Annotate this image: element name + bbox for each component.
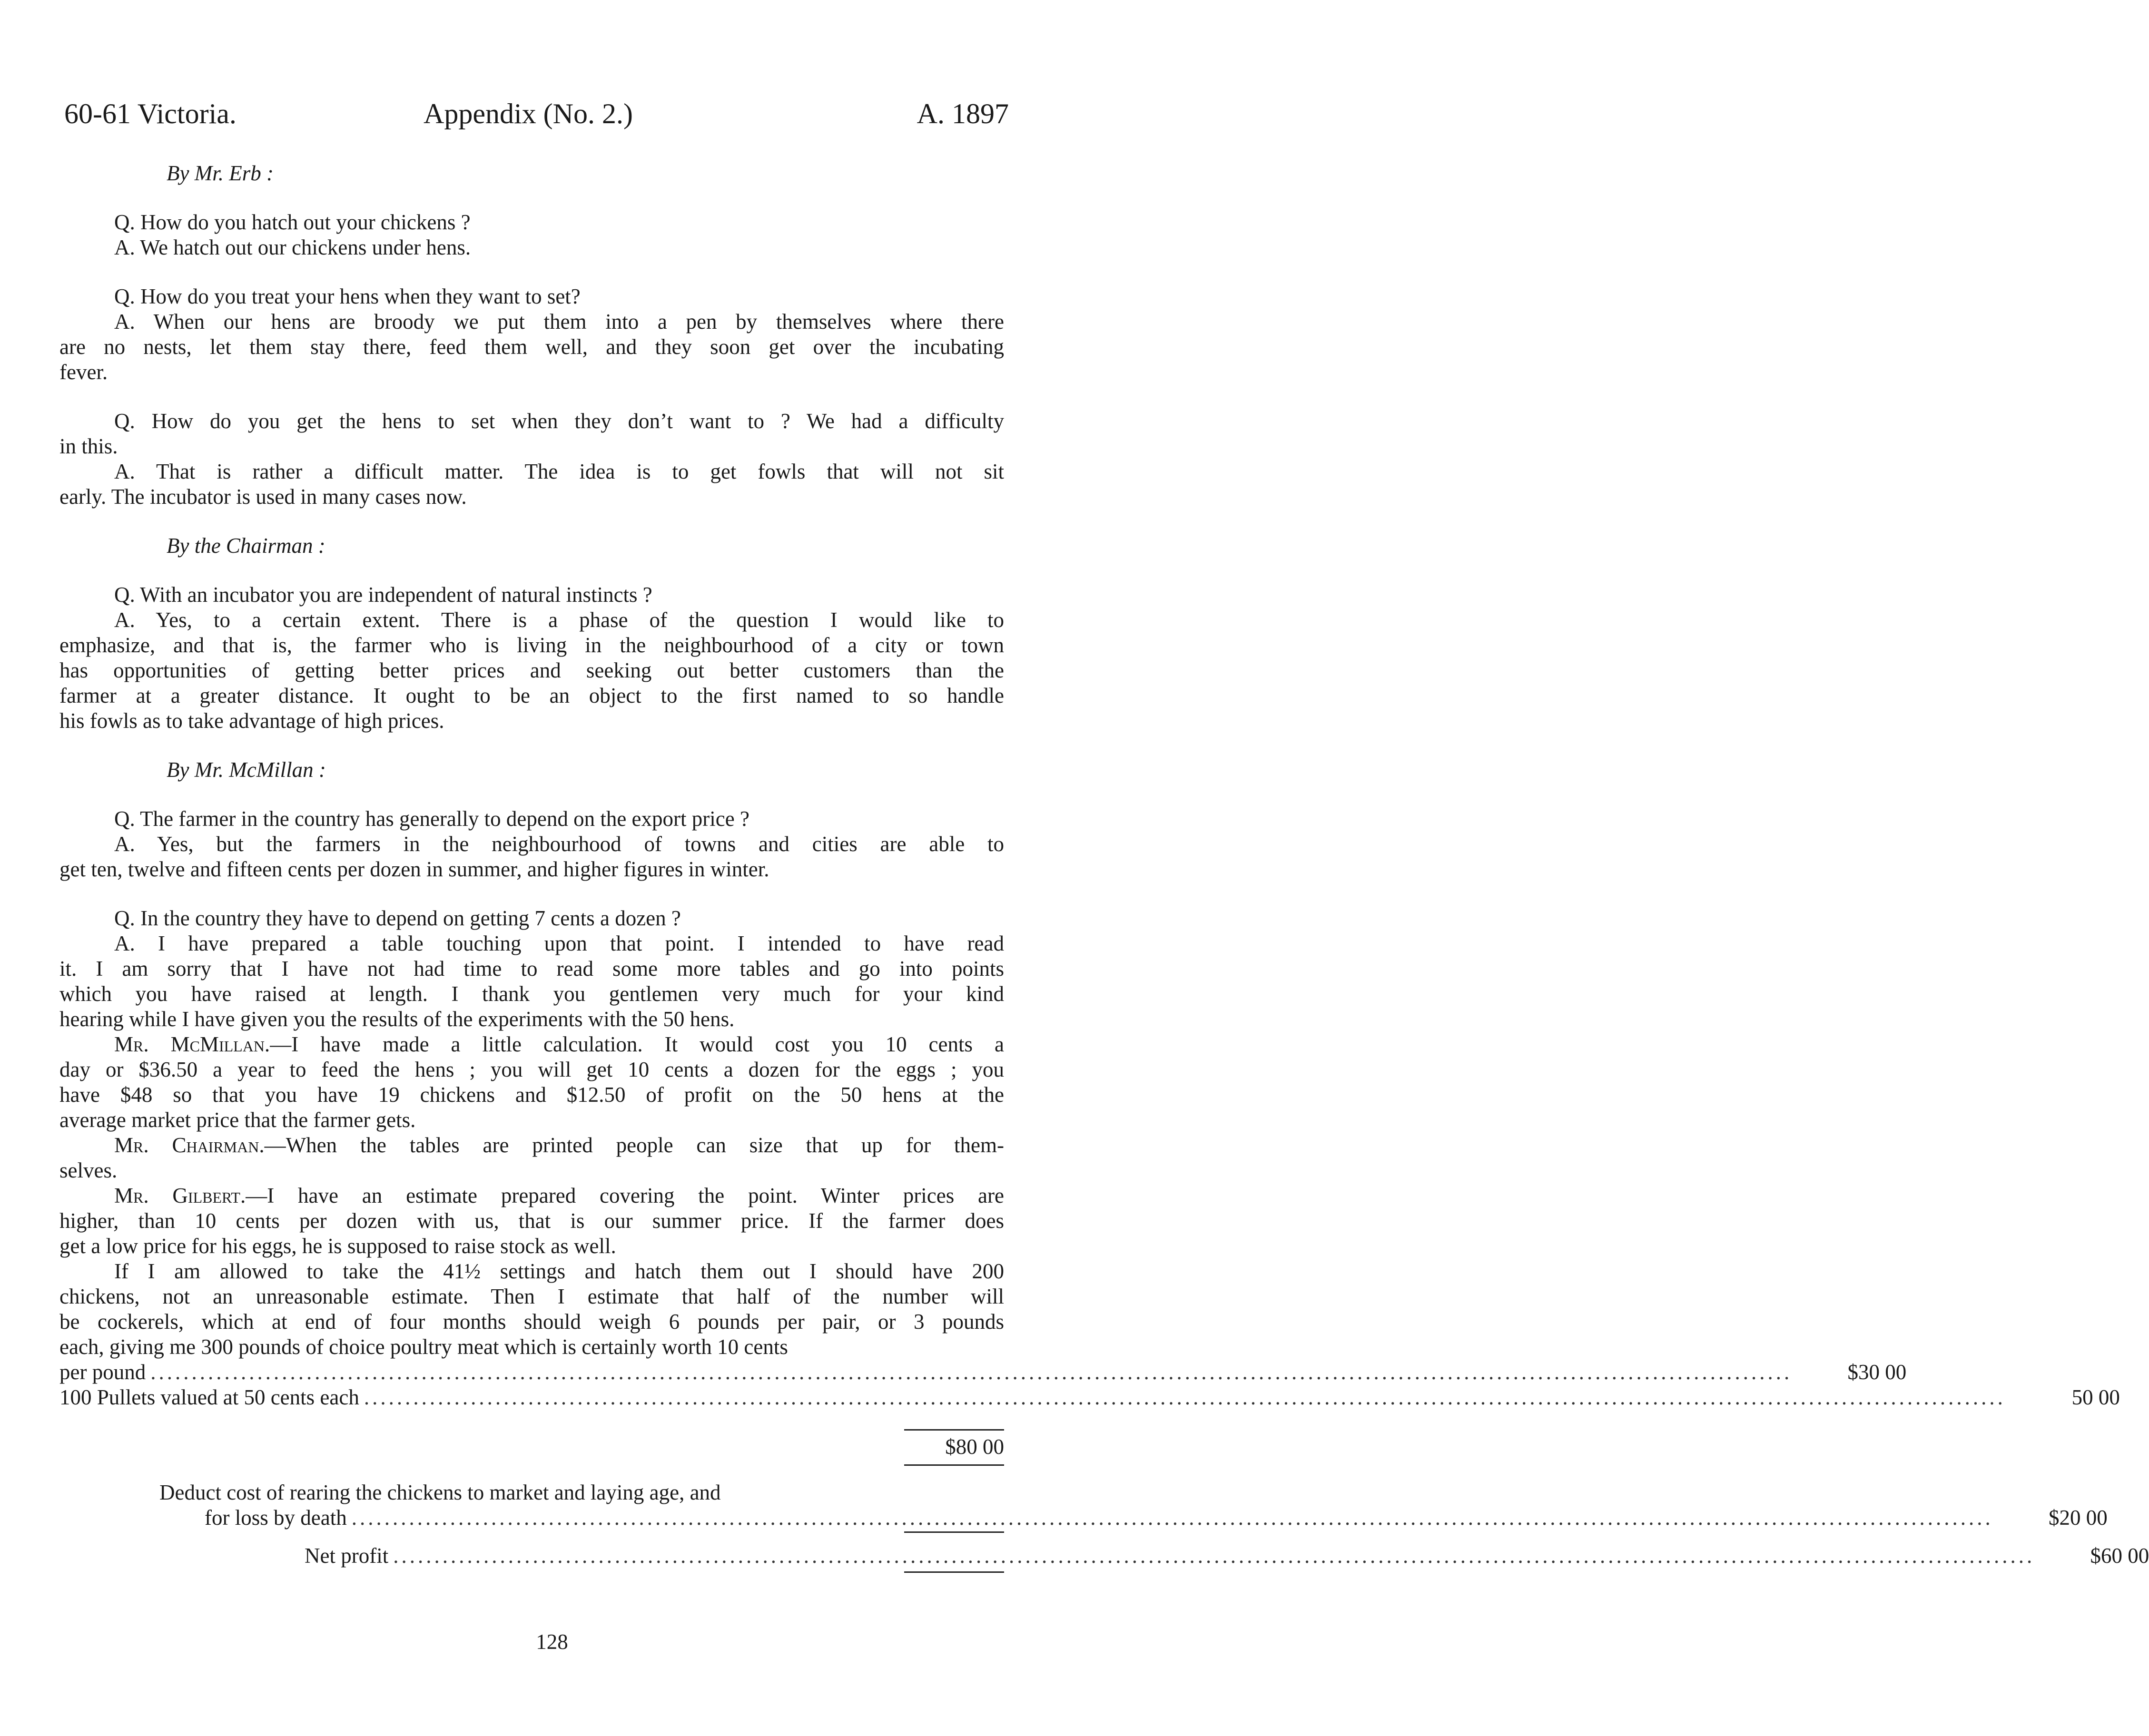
- text-line: Q. The farmer in the country has generally to depend on the export price ?: [114, 807, 749, 831]
- net-profit-row: [59, 1543, 2149, 1569]
- total-rule: [904, 1571, 1004, 1573]
- spacer: [59, 882, 1004, 906]
- text-line: higher, than 10 cents per dozen with us, that is our summer price. If the farmer does: [59, 1209, 1004, 1233]
- paragraph: [59, 906, 1004, 931]
- text-line: in this.: [59, 434, 118, 458]
- text-line: [59, 1133, 1004, 1158]
- leader-dots: ........................................................................................................................................................................................................: [351, 1506, 1993, 1530]
- paragraph: [59, 1032, 1004, 1133]
- text-line: average market price that the farmer gets.: [59, 1108, 416, 1132]
- paragraph: [59, 409, 1004, 459]
- text-line: hearing while I have given you the results of the experiments with the 50 hens.: [59, 1007, 735, 1031]
- leader-dots: ........................................................................................................................................................................................................: [393, 1544, 2035, 1568]
- line-text: —I have made a little calculation. It would cost you 10 cents a: [270, 1032, 1004, 1056]
- row-amount: 50 00: [2071, 1385, 2120, 1409]
- text-line: Q. How do you get the hens to set when they don’t want to ? We had a difficulty: [114, 409, 1004, 433]
- spacer: [59, 559, 1004, 582]
- subtotal-row: [59, 1434, 1004, 1460]
- row-amount: $20 00: [2048, 1506, 2108, 1530]
- text-line: each, giving me 300 pounds of choice poultry meat which is certainly worth 10 cents: [59, 1335, 788, 1359]
- row-amount: $30 00: [1847, 1360, 1907, 1384]
- text-line: it. I am sorry that I have not had time to read some more tables and go into points: [59, 957, 1004, 981]
- paragraph: [59, 459, 1004, 510]
- header-year: A. 1897: [917, 98, 1009, 129]
- text-line: Q. How do you hatch out your chickens ?: [114, 210, 471, 234]
- text-line: his fowls as to take advantage of high prices.: [59, 709, 444, 733]
- document-body: [59, 161, 2149, 1573]
- leader-dots: ........................................................................................................................................................................................................: [150, 1360, 1793, 1384]
- total-rule: [904, 1531, 1004, 1533]
- total-rule: [904, 1464, 1004, 1466]
- account-row: [59, 1360, 1907, 1385]
- text-line: selves.: [59, 1158, 118, 1182]
- paragraph: [59, 832, 1004, 882]
- text-line: get a low price for his eggs, he is supposed to raise stock as well.: [59, 1234, 616, 1258]
- row-label: for loss by death: [205, 1506, 347, 1530]
- running-header: [64, 98, 1009, 136]
- account-row: [59, 1385, 2120, 1410]
- spacer: [59, 783, 1004, 806]
- text-line: Q. With an incubator you are independent of natural instincts ?: [114, 583, 652, 607]
- page-number: 128: [536, 1630, 568, 1654]
- text-line: fever.: [59, 360, 108, 384]
- text-line: emphasize, and that is, the farmer who is living in the neighbourhood of a city or town: [59, 633, 1004, 657]
- spacer: [59, 186, 1004, 210]
- speaker-heading: By Mr. Erb :: [167, 161, 274, 185]
- text-line: Q. In the country they have to depend on getting 7 cents a dozen ?: [114, 906, 681, 930]
- accounts-table: [59, 1360, 2149, 1573]
- deduct-row: [59, 1505, 2108, 1530]
- header-appendix: Appendix (No. 2.): [424, 98, 633, 129]
- text-line: be cockerels, which at end of four months should weigh 6 pounds per pair, or 3 pounds: [59, 1310, 1004, 1334]
- total-rule: [904, 1429, 1004, 1431]
- paragraph: [59, 235, 1004, 260]
- speaker-heading: By the Chairman :: [167, 534, 325, 558]
- text-line: A. We hatch out our chickens under hens.: [114, 235, 471, 259]
- text-line: early. The incubator is used in many cases now.: [59, 485, 467, 509]
- text-line: A. Yes, to a certain extent. There is a phase of the question I would like to: [114, 608, 1004, 632]
- paragraph: [59, 608, 1004, 734]
- row-label: Net profit: [305, 1544, 389, 1568]
- paragraph: [59, 582, 1004, 608]
- text-line: chickens, not an unreasonable estimate. Then I estimate that half of the number will: [59, 1285, 1004, 1308]
- spacer: [59, 510, 1004, 533]
- paragraph: [59, 309, 1004, 385]
- subtotal-amount: $80 00: [945, 1435, 1004, 1459]
- text-line: which you have raised at length. I thank you gentlemen very much for your kind: [59, 982, 1004, 1006]
- speaker-heading: By Mr. McMillan :: [167, 758, 326, 782]
- speaker-name: Mr. McMillan.: [114, 1032, 270, 1056]
- deduct-line: Deduct cost of rearing the chickens to market and laying age, and: [159, 1481, 721, 1504]
- text-line: A. I have prepared a table touching upon that point. I intended to have read: [114, 932, 1004, 955]
- paragraph: [59, 1183, 1004, 1259]
- text-line: If I am allowed to take the 41½ settings and hatch them out I should have 200: [114, 1259, 1004, 1283]
- paragraph: [59, 210, 1004, 235]
- spacer: [59, 385, 1004, 409]
- text-line: [59, 1183, 1004, 1208]
- row-amount: $60 00: [2090, 1544, 2149, 1568]
- text-line: are no nests, let them stay there, feed them well, and they soon get over the incubating: [59, 335, 1004, 359]
- text-line: Q. How do you treat your hens when they want to set?: [114, 284, 581, 308]
- text-line: [59, 1032, 1004, 1057]
- row-label: 100 Pullets valued at 50 cents each: [59, 1385, 359, 1409]
- line-text: —When the tables are printed people can size that up for them-: [264, 1133, 1004, 1157]
- paragraph: [59, 806, 1004, 832]
- paragraph: [59, 1133, 1004, 1183]
- spacer: [59, 260, 1004, 284]
- text-line: A. That is rather a difficult matter. The idea is to get fowls that will not sit: [114, 460, 1004, 483]
- row-label: per pound: [59, 1360, 146, 1384]
- speaker-name: Mr. Gilbert.: [114, 1184, 246, 1207]
- text-line: A. Yes, but the farmers in the neighbourhood of towns and cities are able to: [114, 832, 1004, 856]
- leader-dots: ........................................................................................................................................................................................................: [364, 1385, 2006, 1409]
- text-line: farmer at a greater distance. It ought to be an object to the first named to so handle: [59, 684, 1004, 707]
- text-line: have $48 so that you have 19 chickens and $12.50 of profit on the 50 hens at the: [59, 1083, 1004, 1107]
- text-line: A. When our hens are broody we put them into a pen by themselves where there: [114, 310, 1004, 333]
- text-line: get ten, twelve and fifteen cents per dozen in summer, and higher figures in winter.: [59, 857, 769, 881]
- text-line: has opportunities of getting better prices and seeking out better customers than the: [59, 658, 1004, 682]
- spacer: [59, 734, 1004, 757]
- paragraph: [59, 1259, 1004, 1360]
- text-line: day or $36.50 a year to feed the hens ; you will get 10 cents a dozen for the eggs ; you: [59, 1058, 1004, 1081]
- header-session: 60-61 Victoria.: [64, 98, 237, 129]
- paragraph: [59, 931, 1004, 1032]
- line-text: —I have an estimate prepared covering the point. Winter prices are: [246, 1184, 1004, 1207]
- paragraph: [59, 284, 1004, 309]
- speaker-name: Mr. Chairman.: [114, 1133, 265, 1157]
